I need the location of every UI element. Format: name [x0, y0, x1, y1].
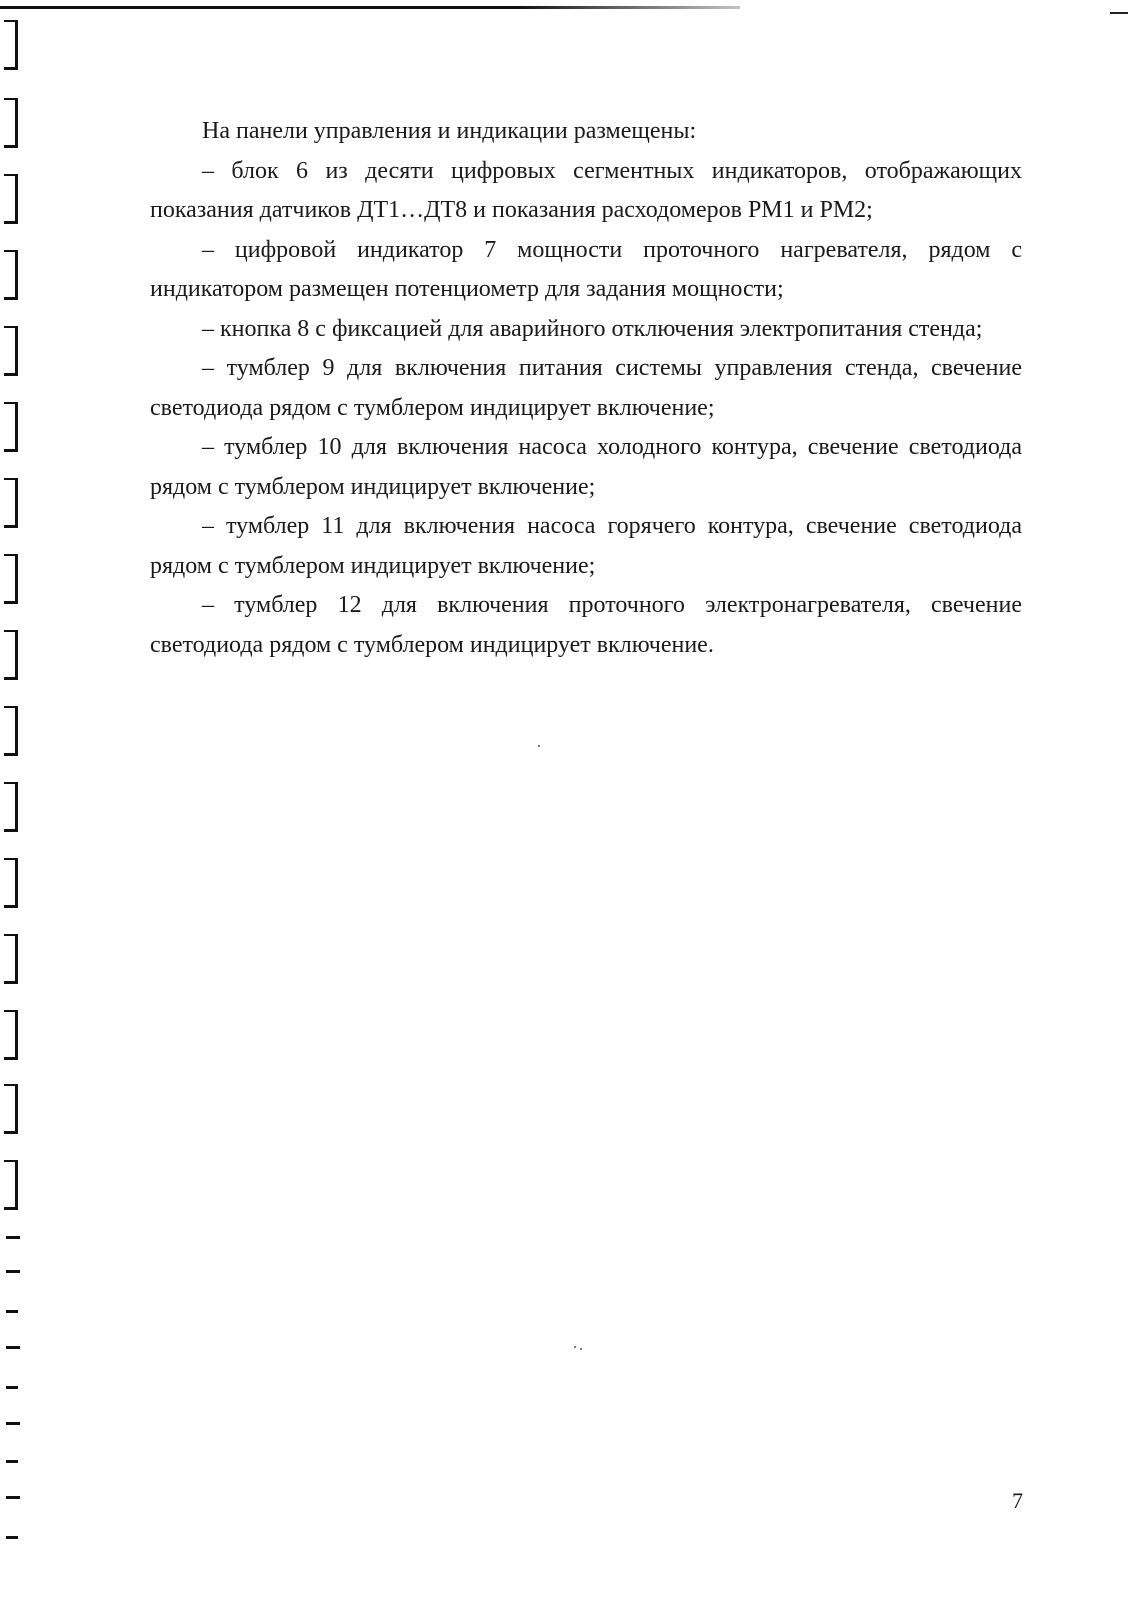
- binding-bracket: [4, 402, 18, 452]
- list-item: – тумблер 11 для включения насоса горячего контура, свечение светодиода рядом с тумблером индицирует включение;: [150, 513, 1022, 579]
- binding-bracket: [4, 1084, 18, 1134]
- binding-bracket: [4, 782, 18, 832]
- binding-tick: [6, 1236, 20, 1239]
- top-rule: [0, 6, 740, 9]
- binding-bracket: [4, 1010, 18, 1060]
- binding-bracket: [4, 554, 18, 604]
- page-number: 7: [1012, 1488, 1023, 1513]
- binding-tick: [6, 1496, 20, 1499]
- scan-speck: [580, 1348, 582, 1350]
- binding-tick: [6, 1346, 20, 1349]
- binding-bracket: [4, 326, 18, 376]
- binding-tick: [6, 1422, 20, 1425]
- list-item: – тумблер 9 для включения питания системы управления стенда, свечение светодиода рядом с тумблером индицирует включение;: [150, 355, 1022, 421]
- list-item: – кнопка 8 с фиксацией для аварийного отключения электропитания стенда;: [202, 315, 983, 342]
- binding-bracket: [4, 250, 18, 300]
- binding-tick: [6, 1310, 18, 1313]
- list-item: – тумблер 12 для включения проточного электронагревателя, свечение светодиода рядом с тумблером индицирует включение.: [150, 592, 1022, 658]
- intro-paragraph: На панели управления и индикации размещены:: [202, 118, 697, 144]
- binding-bracket: [4, 174, 18, 224]
- binding-bracket: [4, 706, 18, 756]
- list-item: – цифровой индикатор 7 мощности проточного нагревателя, рядом с индикатором размещен потенциометр для задания мощности;: [150, 236, 1022, 302]
- corner-dash: [1110, 12, 1128, 14]
- list-item: – блок 6 из десяти цифровых сегментных индикаторов, отображающих показания датчиков ДТ1…ДТ8 и показания расходомеров РМ1 и РМ2;: [150, 157, 1022, 223]
- binding-tick: [6, 1270, 20, 1273]
- binding-tick: [6, 1386, 18, 1389]
- binding-bracket: [4, 478, 18, 528]
- binding-bracket: [4, 1160, 18, 1210]
- binding-bracket: [4, 20, 18, 70]
- binding-bracket: [4, 934, 18, 984]
- binding-tick: [6, 1536, 18, 1539]
- list-item: – тумблер 10 для включения насоса холодного контура, свечение светодиода рядом с тумблером индицирует включение;: [150, 434, 1022, 500]
- scan-speck: [538, 745, 540, 747]
- binding-bracket: [4, 858, 18, 908]
- scan-speck: [574, 1346, 576, 1348]
- binding-bracket: [4, 98, 18, 148]
- binding-bracket: [4, 630, 18, 680]
- body-text: [150, 112, 1022, 665]
- binding-tick: [6, 1460, 18, 1463]
